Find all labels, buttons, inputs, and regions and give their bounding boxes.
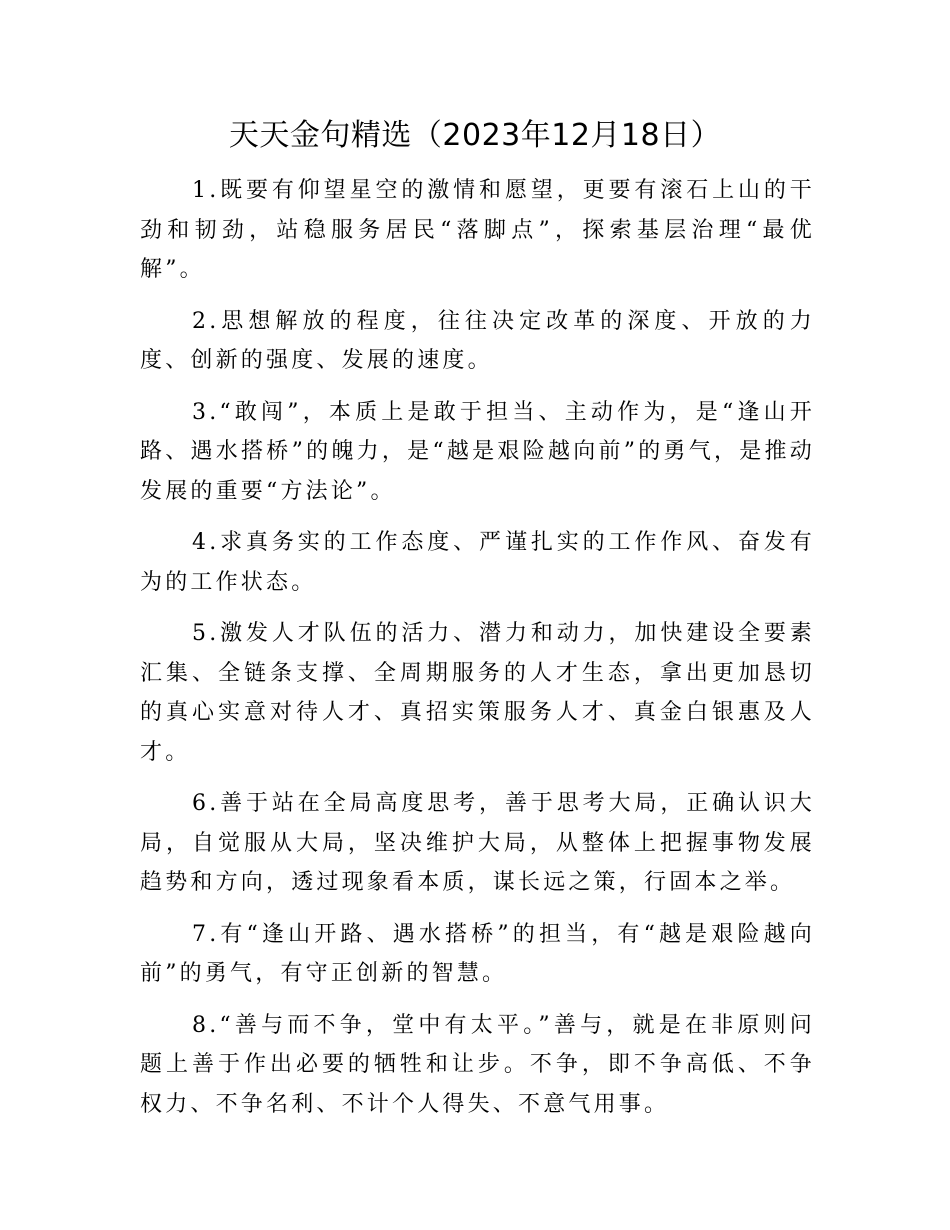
page-title: 天天金句精选（2023年12月18日） xyxy=(228,118,722,153)
paragraph: 6.善于站在全局高度思考，善于思考大局，正确认识大局，自觉服从大局，坚决维护大局，从整体上把握事物发展趋势和方向，透过现象看本质，谋长远之策，行固本之举。 xyxy=(140,791,815,895)
paragraph: 4.求真务实的工作态度、严谨扎实的工作作风、奋发有为的工作状态。 xyxy=(140,530,815,595)
paragraph: 7.有“逢山开路、遇水搭桥”的担当，有“越是艰险越向前”的勇气，有守正创新的智慧。 xyxy=(140,921,815,986)
document-body xyxy=(140,171,815,1136)
paragraph: 1.既要有仰望星空的激情和愿望，更要有滚石上山的干劲和韧劲，站稳服务居民“落脚点”，探索基层治理“最优解”。 xyxy=(140,178,815,282)
paragraph: 8.“善与而不争，堂中有太平。”善与，就是在非原则问题上善于作出必要的牺牲和让步。不争，即不争高低、不争权力、不争名利、不计个人得失、不意气用事。 xyxy=(140,1012,815,1117)
paragraph: 3.“敢闯”，本质上是敢于担当、主动作为，是“逢山开路、遇水搭桥”的魄力，是“越是艰险越向前”的勇气，是推动发展的重要“方法论”。 xyxy=(140,399,815,504)
paragraph: 5.激发人才队伍的活力、潜力和动力，加快建设全要素汇集、全链条支撑、全周期服务的人才生态，拿出更加恳切的真心实意对待人才、真招实策服务人才、真金白银惠及人才。 xyxy=(140,621,815,765)
paragraph: 2.思想解放的程度，往往决定改革的深度、开放的力度、创新的强度、发展的速度。 xyxy=(140,308,815,373)
